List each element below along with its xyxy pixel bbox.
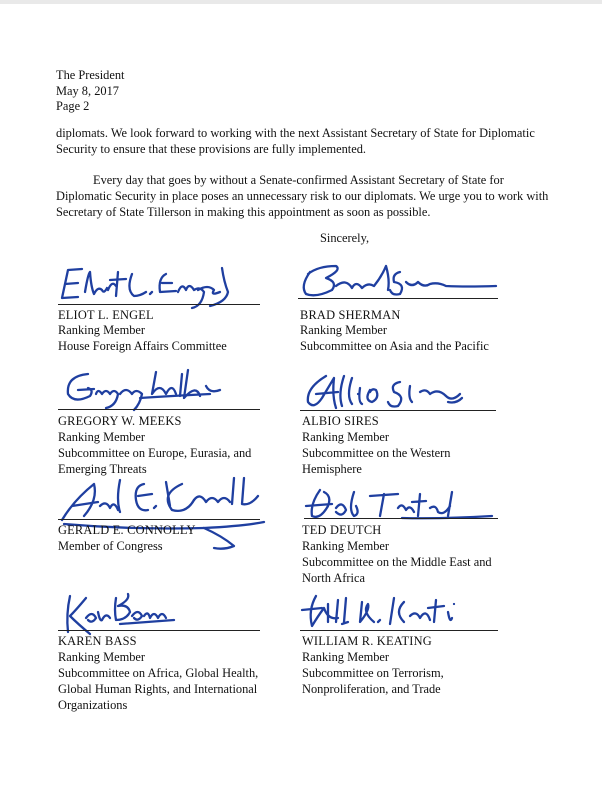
sires-title: Ranking Member [302, 430, 390, 444]
recipient: The President [56, 68, 125, 82]
bass-title: Ranking Member [58, 650, 146, 664]
paragraph-2-line-1: Every day that goes by without a Senate-confirmed Assistant Secretary of State for [93, 173, 504, 187]
connolly-title: Member of Congress [58, 539, 163, 553]
sires-committee-1: Subcommittee on the Western [302, 446, 451, 460]
deutch-committee-1: Subcommittee on the Middle East and [302, 555, 492, 569]
sherman-committee: Subcommittee on Asia and the Pacific [300, 339, 489, 353]
closing-sincerely: Sincerely, [320, 231, 370, 245]
meeks-signature [60, 364, 270, 414]
connolly-signature-line [58, 519, 260, 520]
paragraph-2-line-2: Diplomatic Security in place poses an unnecessary risk to our diplomats. We urge you to work with [56, 189, 549, 203]
sires-name: ALBIO SIRES [302, 414, 379, 428]
sherman-signature [296, 260, 506, 306]
connolly-name: GERALD E. CONNOLLY [58, 523, 196, 537]
meeks-name: GREGORY W. MEEKS [58, 414, 182, 428]
meeks-committee-1: Subcommittee on Europe, Eurasia, and [58, 446, 252, 460]
bass-committee-2: Global Human Rights, and International [58, 682, 258, 696]
meeks-title: Ranking Member [58, 430, 146, 444]
page-number: Page 2 [56, 99, 90, 113]
meeks-committee-2: Emerging Threats [58, 462, 147, 476]
sherman-name: BRAD SHERMAN [300, 308, 401, 322]
engel-signature-line [58, 304, 260, 305]
deutch-committee-2: North Africa [302, 571, 365, 585]
bass-signature-line [58, 630, 260, 631]
sires-signature-line [300, 410, 496, 411]
paragraph-2-line-3: Secretary of State Tillerson in making this appointment as soon as possible. [56, 205, 431, 219]
engel-committee: House Foreign Affairs Committee [58, 339, 227, 353]
deutch-signature-line [304, 518, 498, 519]
meeks-signature-line [58, 409, 260, 410]
bass-committee-1: Subcommittee on Africa, Global Health, [58, 666, 259, 680]
keating-committee-1: Subcommittee on Terrorism, [302, 666, 444, 680]
sires-committee-2: Hemisphere [302, 462, 362, 476]
bass-name: KAREN BASS [58, 634, 137, 648]
paragraph-1-line-1: diplomats. We look forward to working with the next Assistant Secretary of State for Diplomatic [56, 126, 535, 140]
paragraph-1-line-2: Security to ensure that these provisions are fully implemented. [56, 142, 367, 156]
scan-edge [0, 0, 602, 4]
deutch-title: Ranking Member [302, 539, 390, 553]
letter-date: May 8, 2017 [56, 84, 119, 98]
deutch-name: TED DEUTCH [302, 523, 382, 537]
sherman-signature-line [298, 298, 498, 299]
keating-title: Ranking Member [302, 650, 390, 664]
keating-signature-line [300, 630, 498, 631]
keating-committee-2: Nonproliferation, and Trade [302, 682, 441, 696]
engel-name: ELIOT L. ENGEL [58, 308, 154, 322]
engel-title: Ranking Member [58, 323, 146, 337]
bass-committee-3: Organizations [58, 698, 128, 712]
keating-name: WILLIAM R. KEATING [302, 634, 432, 648]
deutch-signature [302, 486, 502, 526]
sherman-title: Ranking Member [300, 323, 388, 337]
